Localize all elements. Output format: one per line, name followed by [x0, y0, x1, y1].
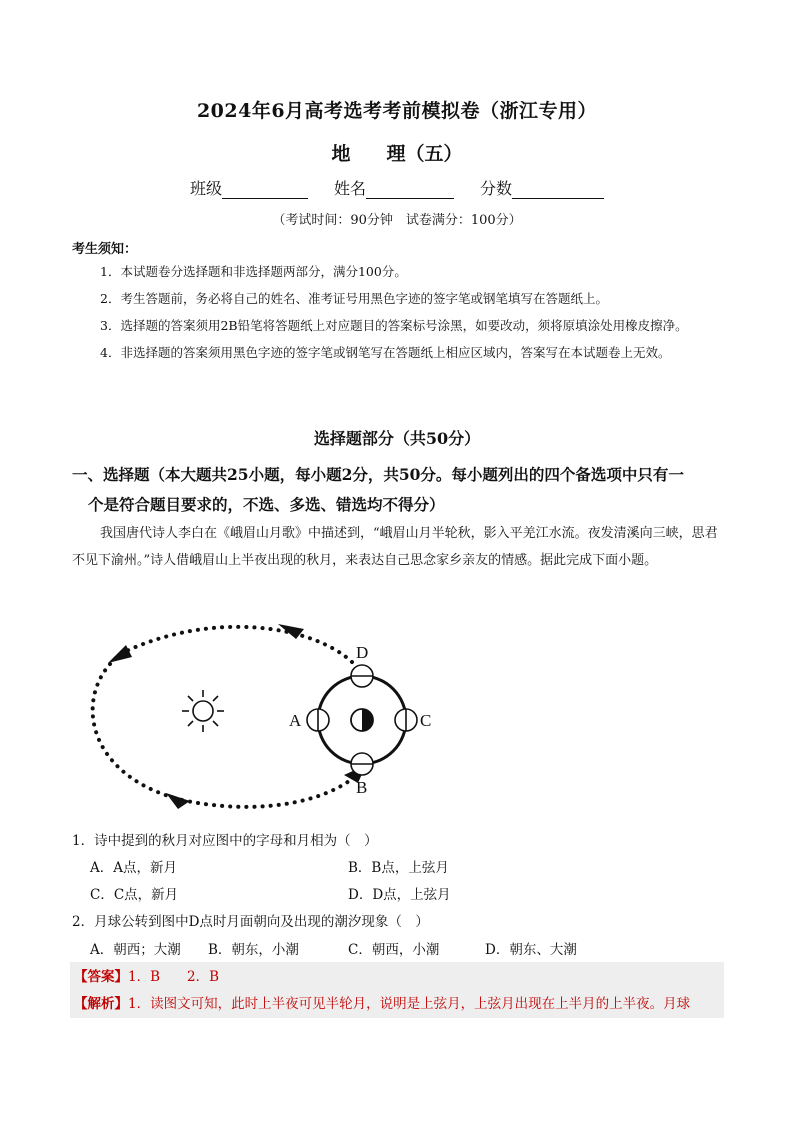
question-1-stem: 1．诗中提到的秋月对应图中的字母和月相为（ ） — [72, 833, 378, 849]
class-blank[interactable] — [222, 180, 308, 199]
earth-icon — [351, 709, 373, 731]
intro-text: 我国唐代诗人李白在《峨眉山月歌》中描述到，“峨眉山月半轮秋，影入平羌江水流。夜发清溪向三峡，思君不见下渝州。”诗人借峨眉山上半夜出现的秋月，来表达自己思念家乡亲友的情感。据此完成下面小题。 — [72, 526, 718, 568]
notice-item: 1．本试题卷分选择题和非选择题两部分，满分100分。 — [100, 264, 407, 279]
analysis-tag: 【解析】 — [74, 996, 128, 1012]
orbit-upper-arc — [122, 627, 352, 662]
moon-position-a — [307, 709, 329, 731]
score-label: 分数 — [480, 179, 513, 198]
q2-option-d[interactable]: D．朝东、大潮 — [485, 942, 577, 958]
subject-right: 理（五） — [386, 143, 463, 165]
subject-left: 地 — [331, 143, 351, 165]
question-intro — [72, 520, 722, 574]
exam-info: （考试时间：90分钟 试卷满分：100分） — [272, 213, 522, 228]
orbit-arrow-left — [108, 645, 132, 663]
analysis-line — [74, 992, 720, 1012]
analysis-text: 1．读图文可知，此时上半夜可见半轮月，说明是上弦月，上弦月出现在上半月的上半夜。月球 — [128, 996, 691, 1012]
moon-position-c — [395, 709, 417, 731]
q1-option-b[interactable]: B．B点，上弦月 — [348, 860, 449, 876]
q1-option-a[interactable]: A．A点，新月 — [90, 860, 177, 876]
label-b: B — [356, 778, 368, 797]
exam-title: 2024年6月高考选考考前模拟卷（浙江专用） — [196, 100, 598, 122]
label-d: D — [356, 643, 369, 662]
q1-option-d[interactable]: D．D点，上弦月 — [348, 887, 451, 903]
notice-item: 3．选择题的答案须用2B铅笔将答题纸上对应题目的答案标号涂黑，如要改动，须将原填涂处用橡皮擦净。 — [100, 318, 688, 333]
part1-line2: 个是符合题目要求的，不选、多选、错选均不得分） — [88, 495, 445, 514]
orbit-left-arc — [93, 653, 182, 800]
orbit-arrow-top — [278, 624, 304, 639]
name-blank[interactable] — [366, 180, 454, 199]
class-label: 班级 — [189, 179, 222, 198]
label-a: A — [289, 711, 302, 730]
section-title: 选择题部分（共50分） — [313, 429, 481, 448]
label-c: C — [420, 711, 432, 730]
moon-position-b — [351, 753, 373, 775]
orbit-lower-arc — [182, 775, 357, 807]
q2-option-b[interactable]: B．朝东，小潮 — [208, 942, 299, 958]
answer-line — [74, 965, 219, 985]
student-info-line — [0, 176, 794, 199]
subject-title — [0, 139, 794, 166]
answer-text: 1．B 2．B — [128, 969, 220, 985]
q2-option-c[interactable]: C．朝西，小潮 — [348, 942, 440, 958]
answer-tag: 【答案】 — [74, 969, 128, 985]
q2-option-a[interactable]: A．朝西；大潮 — [90, 942, 181, 958]
part1-instructions — [72, 460, 722, 520]
part1-line1: 一、选择题（本大题共25小题，每小题2分，共50分。每小题列出的四个备选项中只有一 — [72, 465, 684, 484]
notice-item: 4．非选择题的答案须用黑色字迹的签字笔或钢笔写在答题纸上相应区域内，答案写在本试题卷上无效。 — [100, 345, 671, 360]
q1-option-c[interactable]: C．C点，新月 — [90, 887, 179, 903]
moon-position-d — [351, 665, 373, 687]
question-2-stem: 2．月球公转到图中D点时月面朝向及出现的潮汐现象（ ） — [72, 914, 429, 930]
sun-icon — [182, 690, 224, 732]
score-blank[interactable] — [512, 180, 604, 199]
notice-heading: 考生须知： — [72, 242, 138, 257]
name-label: 姓名 — [333, 179, 366, 198]
orbit-arrow-bottom — [166, 793, 190, 809]
notice-item: 2．考生答题前，务必将自己的姓名、准考证号用黑色字迹的签字笔或钢笔填写在答题纸上。 — [100, 291, 608, 306]
notice-list — [72, 258, 722, 366]
moon-phase-diagram — [82, 615, 452, 815]
